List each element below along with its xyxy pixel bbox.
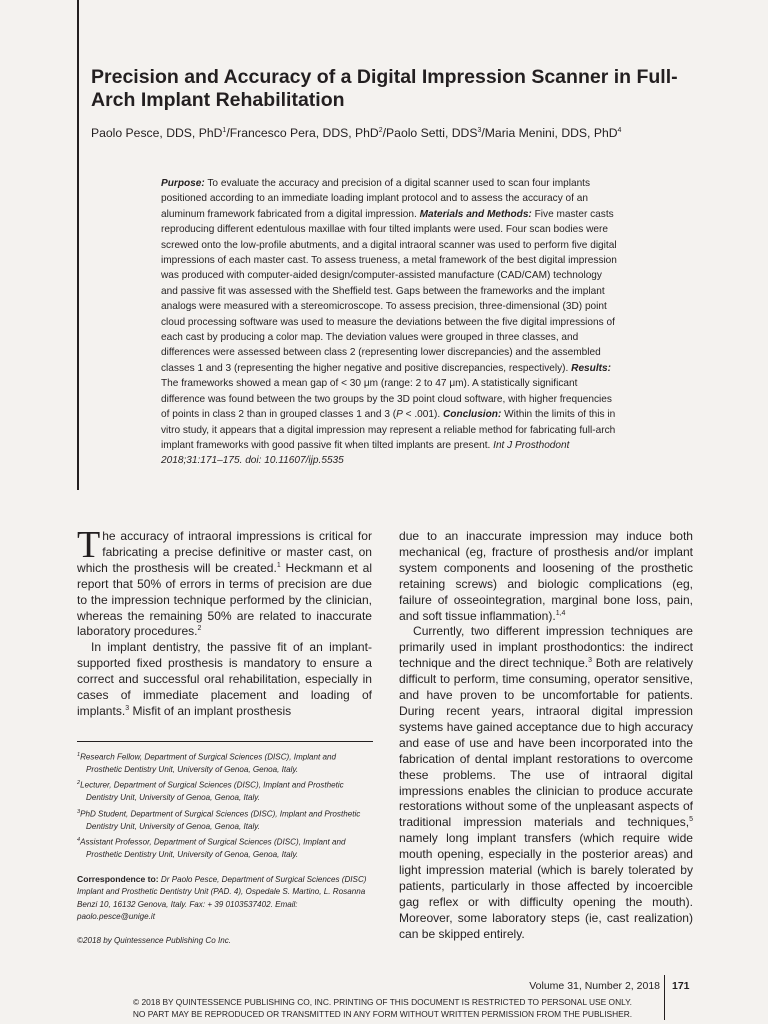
body-paragraph — [399, 529, 693, 624]
author-list: Paolo Pesce, DDS, PhD$^1$/Francesco Pera, DDS, PhD$^2$/Paolo Setti, DDS$^3$/Maria Menini, DDS, PhD$^4$ — [91, 126, 622, 140]
author-name: Maria Menini, DDS, PhD — [484, 126, 618, 140]
citation-ref: 3 — [588, 657, 593, 665]
citation-ref: 2 — [197, 625, 202, 633]
footnote-text: Assistant Professor, Department of Surgical Sciences (DISC), Implant and Prosthetic Dentistry Unit, University of Genoa, Genoa, Italy. — [80, 837, 346, 859]
footnote — [77, 806, 373, 833]
body-text: In implant dentistry, the passive fit of an implant-supported fixed prosthesis is mandatory to ensure a correct and successful oral rehabilitation, especially in cases of immediate placement and loading of implants. — [77, 640, 372, 718]
footnote-text: Research Fellow, Department of Surgical Sciences (DISC), Implant and Prosthetic Dentistry Unit, University of Genoa, Genoa, Italy. — [80, 752, 337, 774]
footnotes — [77, 749, 373, 948]
citation-ref: 5 — [689, 816, 693, 824]
correspondence-label: Correspondence to: — [77, 874, 159, 885]
citation-ref: 1 — [276, 561, 281, 569]
body-text: Both are relatively difficult to perform, time consuming, operator sensitive, and have proven to be uncomfortable for patients. During recent years, intraoral digital impression systems have gained acceptance due to high accuracy and ease of use and have been incorporated into the fabrication of dental implant restorations to overcome these problems. The use of intraoral digital impressions enables the clinician to produce accurate restorations without some of the unpleasant aspects of traditional impression materials and techniques, — [399, 656, 693, 830]
drop-cap: T — [77, 524, 101, 566]
header-vertical-rule — [77, 0, 79, 490]
abstract-purpose-label: Purpose: — [161, 178, 205, 189]
body-text: he accuracy of intraoral impressions is critical for fabricating a precise definitive or master cast, on which the prosthesis will be created. — [77, 529, 372, 575]
copyright-line: ©2018 by Quintessence Publishing Co Inc. — [77, 936, 231, 946]
body-text: namely long implant transfers (which require wide mouth opening, especially in the posterior areas) and light impression material (which is barely tolerated by patients, particularly in those affected by incoercible gag reflex or with difficulty opening the mouth). Moreover, some laboratory steps (ie, cast realization) can be skipped entirely. — [399, 831, 693, 941]
abstract-results: The frameworks showed a mean gap of < 30 μm (range: 2 to 47 μm). A statistically significant difference was found between the two groups by the 3D point cloud software, with higher frequencies of points in class 2 than in grouped classes 1 and 3 ( — [161, 378, 612, 421]
body-column-left — [77, 524, 372, 720]
copyright-notice — [100, 996, 665, 1020]
author-name: Paolo Pesce, DDS, PhD — [91, 126, 223, 140]
footnote — [77, 834, 373, 861]
body-text: Misfit of an implant prosthesis — [129, 703, 292, 718]
citation-ref: 3 — [125, 704, 130, 712]
abstract-citation: Int J Prosthodont 2018;31:171–175. doi: 10.11607/ijp.5535 — [161, 439, 570, 467]
abstract-results-end: < .001). — [402, 409, 441, 421]
author-affiliation-mark: 2 — [378, 126, 383, 134]
body-paragraph — [77, 524, 372, 640]
footnote-divider — [77, 741, 373, 742]
article-title: Precision and Accuracy of a Digital Impression Scanner in Full-Arch Implant Rehabilitation — [91, 66, 678, 111]
abstract-results-label: Results: — [571, 362, 611, 374]
author-affiliation-mark: 4 — [617, 126, 622, 134]
abstract-purpose: To evaluate the accuracy and precision of a digital scanner used to scan four implants positioned according to an immediate loading implant protocol and to assess the accuracy of an aluminum framework fabricated from a digital impression. — [161, 178, 591, 220]
abstract-conclusion: Within the limits of this in vitro study, it appears that a digital impression may represent a reliable method for fabricating full-arch implant frameworks with good passive fit when tilted implants are present. — [161, 409, 616, 451]
body-paragraph — [399, 624, 693, 942]
journal-volume: Volume 31, Number 2, 2018 — [529, 980, 660, 992]
body-text: due to an inaccurate impression may induce both mechanical (eg, fracture of prosthesis and/or implant system components and loosening of the prosthetic retaining screws) and biologic complications (eg, failure of osseointegration, marginal bone loss, pain, and soft tissue inflammation). — [399, 529, 693, 623]
correspondence — [77, 873, 373, 923]
footnote — [77, 749, 373, 776]
abstract-conclusion-label: Conclusion: — [442, 409, 502, 421]
footnote-text: Lecturer, Department of Surgical Sciences (DISC), Implant and Prosthetic Dentistry Unit, University of Genoa, Genoa, Italy. — [80, 780, 344, 803]
footnote-mark: 2 — [77, 780, 81, 787]
body-paragraph — [77, 640, 372, 720]
footnote-mark: 3 — [77, 808, 81, 815]
body-column-right — [399, 529, 693, 943]
footnote-mark: 4 — [77, 836, 81, 843]
footnote-text: PhD Student, Department of Surgical Sciences (DISC), Implant and Prosthetic Dentistry Unit, University of Genoa, Genoa, Italy. — [80, 809, 361, 831]
footnote — [77, 777, 373, 804]
copyright-notice-line: © 2018 BY QUINTESSENCE PUBLISHING CO, INC. PRINTING OF THIS DOCUMENT IS RESTRICTED TO PERSONAL USE ONLY. — [132, 997, 632, 1007]
abstract — [161, 176, 619, 469]
copyright-notice-line: NO PART MAY BE REPRODUCED OR TRANSMITTED IN ANY FORM WITHOUT WRITTEN PERMISSION FROM THE PUBLISHER. — [132, 1009, 633, 1019]
abstract-methods: Five master casts reproducing different edentulous maxillae with four tilted implants were used. Four scan bodies were screwed onto the low-profile abutments, and a digital intraoral scanner was used to perform five digital impressions of each master cast. To assess trueness, a metal framework of the best digital impression was produced with computer-aided design/computer-assisted manufacture (CAD/CAM) technology and passive fit was assessed with the Sheffield test. Gaps between the frameworks and the implant analogs were measured with a stereomicroscope. To assess precision, three-dimensional (3D) point cloud processing software was used to measure the deviations between the five digital impressions of each cast by producing a color map. The deviation values were grouped in three classes, and differences were assessed between class 2 (representing lower discrepancies) and the assembled classes 1 and 3 (representing the higher negative and positive discrepancies, respectively). — [161, 208, 617, 374]
author-name: Paolo Setti, DDS — [386, 126, 478, 140]
body-text: Heckmann et al report that 50% of errors in terms of precision are due to the impression technique performed by the clinician, whereas the remaining 50% are related to inaccurate laboratory procedures. — [77, 560, 372, 639]
body-text: Currently, two different impression techniques are primarily used in implant prosthodontics: the indirect technique and the direct technique. — [399, 624, 693, 671]
author-name: Francesco Pera, DDS, PhD — [229, 126, 379, 140]
author-affiliation-mark: 3 — [477, 126, 482, 134]
abstract-methods-label: Materials and Methods: — [419, 208, 532, 220]
abstract-p-value-symbol: P — [396, 409, 403, 421]
footnote-mark: 1 — [77, 752, 81, 758]
page-number: 171 — [672, 980, 690, 992]
citation-ref: 1,4 — [555, 609, 566, 617]
correspondence-text: Dr Paolo Pesce, Department of Surgical Sciences (DISC) Implant and Prosthetic Dentistry Unit (PAD. 4), Ospedale S. Martino, L. Rosanna Benzi 10, 16132 Genova, Italy. Fax: + 39 0103537402. Email: paolo.pesce@unige.it — [77, 875, 367, 922]
author-affiliation-mark: 1 — [222, 126, 227, 134]
